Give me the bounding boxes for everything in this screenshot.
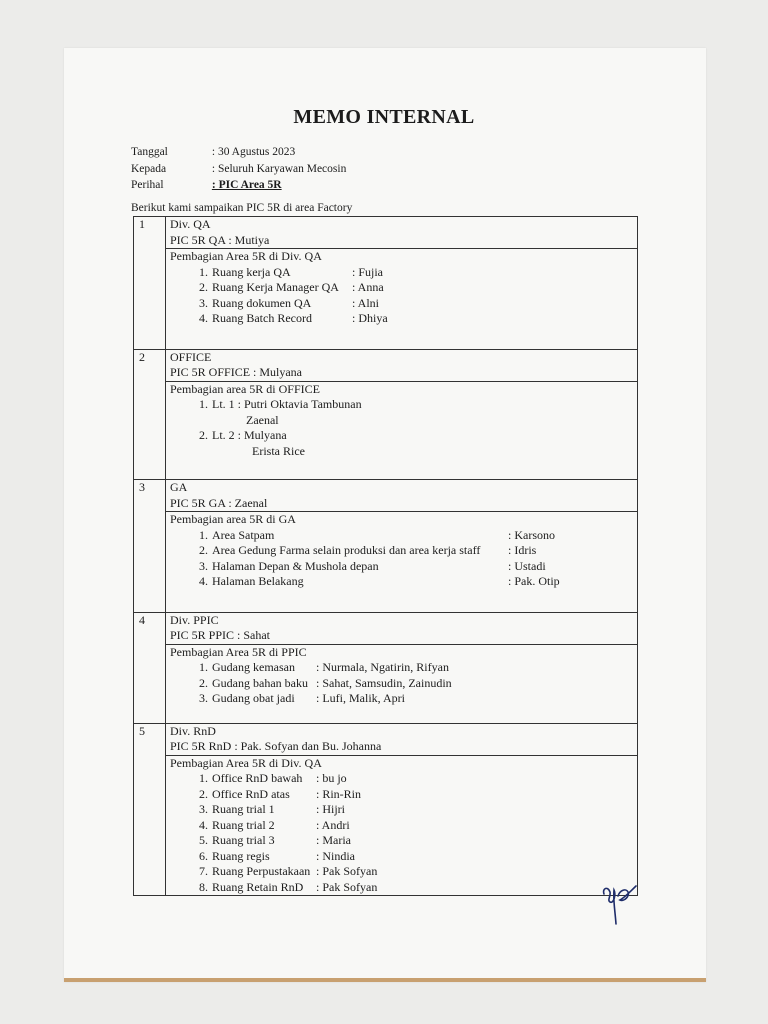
item-pic: : Karsono — [508, 527, 555, 542]
item-number: 2. — [199, 428, 208, 442]
item-pic: : Fujia — [352, 264, 384, 279]
item-number: 1. — [199, 771, 208, 785]
item-area: Gudang obat jadi — [212, 691, 295, 705]
item-number: 5. — [199, 833, 208, 847]
division-cell — [166, 349, 638, 381]
row-number: 5 — [134, 723, 166, 896]
item-area: Area Gedung Farma selain produksi dan area kerja staff — [212, 543, 481, 557]
list-item — [170, 691, 633, 707]
item-area: Zaenal — [246, 412, 279, 427]
item-area: Erista Rice — [252, 443, 305, 458]
item-area: Ruang regis — [212, 848, 270, 863]
item-number: 3. — [199, 295, 208, 310]
paper-edge — [64, 978, 706, 982]
header-row-perihal — [131, 179, 282, 191]
row-number: 4 — [134, 612, 166, 723]
header-label: Kepada — [131, 163, 167, 175]
item-pic: : Maria — [316, 833, 351, 847]
item-number: 1. — [199, 397, 208, 411]
pic-area-table — [133, 216, 638, 896]
item-area: Area Satpam — [212, 527, 275, 542]
list-item — [170, 528, 633, 544]
list-item — [170, 311, 633, 327]
header-value: : 30 Agustus 2023 — [211, 146, 296, 158]
list-item — [170, 787, 633, 803]
list-item — [170, 444, 633, 460]
table-row-heading — [134, 612, 638, 644]
header-label: Tanggal — [131, 146, 168, 158]
table-row-heading — [134, 217, 638, 249]
area-breakdown-title: Pembagian area 5R di GA — [170, 512, 296, 526]
item-pic: : Nurmala, Ngatirin, Rifyan — [316, 660, 449, 674]
item-area: Gudang kemasan — [212, 660, 295, 674]
list-item — [170, 849, 633, 865]
item-pic: : Alni — [352, 295, 380, 310]
item-area: Ruang trial 1 — [212, 802, 275, 816]
item-pic: : Pak. Otip — [508, 574, 560, 588]
division-pic: PIC 5R OFFICE : Mulyana — [170, 365, 303, 379]
area-breakdown-title: Pembagian Area 5R di Div. QA — [170, 249, 322, 263]
header-row-kepada — [131, 163, 346, 175]
item-area: Office RnD atas — [212, 786, 290, 801]
item-area: Gudang bahan baku — [212, 675, 308, 690]
item-area: Halaman Depan & Mushola depan — [212, 558, 379, 573]
area-breakdown-title: Pembagian Area 5R di Div. QA — [170, 755, 322, 770]
list-item — [170, 833, 633, 849]
item-area: Ruang Batch Record — [212, 311, 312, 325]
item-area: Office RnD bawah — [212, 771, 303, 785]
area-breakdown-title: Pembagian area 5R di OFFICE — [170, 381, 320, 396]
item-pic: : Pak Sofyan — [316, 864, 378, 878]
division-cell — [166, 480, 638, 512]
item-number: 8. — [199, 879, 208, 894]
item-area: Ruang kerja QA — [212, 264, 291, 279]
item-number: 1. — [199, 264, 208, 279]
item-pic: : Idris — [508, 543, 537, 557]
row-number: 3 — [134, 480, 166, 613]
list-item — [170, 543, 633, 559]
list-item — [170, 397, 633, 413]
area-list — [170, 528, 633, 590]
list-item — [170, 818, 633, 834]
list-item — [170, 265, 633, 281]
list-item — [170, 771, 633, 787]
list-item — [170, 676, 633, 692]
table-row-areas — [134, 381, 638, 480]
division-pic: PIC 5R PPIC : Sahat — [170, 628, 271, 642]
area-breakdown-cell — [166, 381, 638, 480]
division-cell — [166, 723, 638, 755]
row-number: 2 — [134, 349, 166, 480]
item-area: Ruang trial 2 — [212, 817, 275, 832]
intro-text: Berikut kami sampaikan PIC 5R di area Factory — [131, 202, 353, 214]
item-pic: : Rin-Rin — [316, 786, 362, 801]
area-list — [170, 265, 633, 327]
area-list — [170, 397, 633, 459]
division-cell — [166, 217, 638, 249]
table-row-areas — [134, 512, 638, 613]
item-number: 2. — [199, 543, 208, 557]
table-row-heading — [134, 723, 638, 755]
list-item — [170, 280, 633, 296]
area-list — [170, 660, 633, 707]
table-row-areas — [134, 755, 638, 896]
item-pic: : Anna — [352, 280, 384, 294]
item-pic: : Ustadi — [508, 558, 546, 573]
item-pic: : bu jo — [316, 771, 347, 785]
list-item — [170, 802, 633, 818]
list-item — [170, 428, 633, 444]
division-name: GA — [170, 480, 188, 494]
item-number: 3. — [199, 691, 208, 705]
item-number: 2. — [199, 786, 208, 801]
item-pic: : Pak Sofyan — [316, 879, 378, 894]
header-value: : PIC Area 5R — [211, 179, 282, 191]
item-number — [170, 444, 212, 460]
area-breakdown-cell — [166, 644, 638, 723]
area-list — [170, 771, 633, 895]
list-item — [170, 864, 633, 880]
area-breakdown-cell — [166, 249, 638, 350]
list-item — [170, 880, 633, 896]
row-number: 1 — [134, 217, 166, 350]
list-item — [170, 559, 633, 575]
division-pic: PIC 5R RnD : Pak. Sofyan dan Bu. Johanna — [170, 739, 382, 753]
item-area: Halaman Belakang — [212, 574, 304, 588]
item-number: 4. — [199, 311, 208, 325]
item-number: 1. — [199, 527, 208, 542]
area-breakdown-title: Pembagian Area 5R di PPIC — [170, 644, 307, 659]
item-area: Lt. 2 : Mulyana — [212, 428, 287, 442]
table-row-heading — [134, 349, 638, 381]
list-item — [170, 660, 633, 676]
table-row-heading — [134, 480, 638, 512]
item-area: Lt. 1 : Putri Oktavia Tambunan — [212, 397, 362, 411]
item-number — [170, 413, 212, 429]
item-pic: : Hijri — [316, 802, 345, 816]
item-number: 4. — [199, 817, 208, 832]
item-pic: : Nindia — [316, 848, 355, 863]
list-item — [170, 413, 633, 429]
item-number: 7. — [199, 864, 208, 878]
list-item — [170, 296, 633, 312]
header-label: Perihal — [131, 179, 164, 191]
item-number: 4. — [199, 574, 208, 588]
item-area: Ruang Perpustakaan — [212, 864, 311, 878]
item-pic: : Andri — [316, 817, 350, 832]
division-name: Div. PPIC — [170, 612, 219, 627]
division-name: OFFICE — [170, 349, 212, 364]
header-value: : Seluruh Karyawan Mecosin — [211, 163, 347, 175]
item-area: Ruang dokumen QA — [212, 295, 312, 310]
item-area: Ruang Kerja Manager QA — [212, 280, 339, 294]
item-area: Ruang Retain RnD — [212, 879, 304, 894]
item-pic: : Dhiya — [352, 311, 388, 325]
item-number: 2. — [199, 675, 208, 690]
item-area: Ruang trial 3 — [212, 833, 275, 847]
table-row-areas — [134, 644, 638, 723]
area-breakdown-cell — [166, 512, 638, 613]
division-pic: PIC 5R GA : Zaenal — [170, 495, 268, 510]
item-pic: : Lufi, Malik, Apri — [316, 691, 405, 705]
item-number: 1. — [199, 660, 208, 674]
division-name: Div. QA — [170, 217, 211, 231]
list-item — [170, 574, 633, 590]
item-number: 2. — [199, 280, 208, 294]
item-number: 6. — [199, 848, 208, 863]
item-number: 3. — [199, 558, 208, 573]
area-breakdown-cell — [166, 755, 638, 896]
header-row-tanggal — [131, 146, 295, 158]
memo-title: MEMO INTERNAL — [293, 106, 475, 128]
item-pic: : Sahat, Samsudin, Zainudin — [316, 675, 452, 690]
item-number: 3. — [199, 802, 208, 816]
division-name: Div. RnD — [170, 723, 216, 738]
division-pic: PIC 5R QA : Mutiya — [170, 232, 270, 247]
table-row-areas — [134, 249, 638, 350]
handwritten-signature-icon — [598, 880, 642, 932]
division-cell — [166, 612, 638, 644]
